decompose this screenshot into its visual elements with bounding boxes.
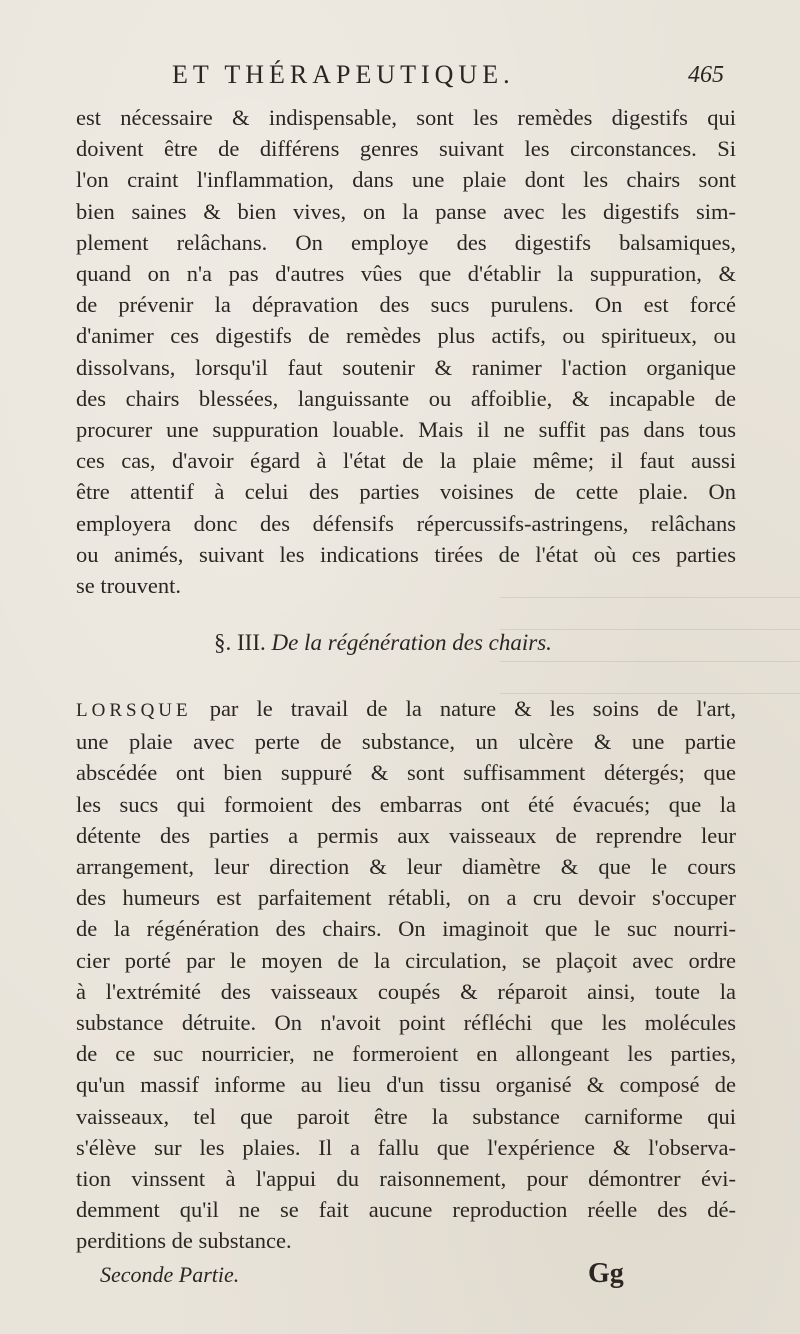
text-line: perditions de substance.: [76, 1228, 292, 1254]
text-line: détente des parties a permis aux vaisseaux de reprendre leur: [76, 822, 736, 848]
text-line: à l'extrémité des vaisseaux coupés & réparoit ainsi, toute la: [76, 978, 736, 1004]
text-line: des humeurs est parfaitement rétabli, on a cru devoir s'occuper: [76, 885, 736, 911]
text-line: plement relâchans. On employe des digestifs balsamiques,: [76, 229, 736, 255]
section-heading: [214, 630, 552, 656]
text-line-first: [76, 693, 736, 726]
text-line: être attentif à celui des parties voisines de cette plaie. On: [76, 479, 736, 505]
text-line: qu'un massif informe au lieu d'un tissu organisé & composé de: [76, 1072, 736, 1098]
text-line: s'élève sur les plaies. Il a fallu que l'expérience & l'observa-: [76, 1134, 736, 1160]
text-line: les sucs qui formoient des embarras ont été évacués; que la: [76, 791, 736, 817]
text-line: arrangement, leur direction & leur diamètre & que le cours: [76, 854, 736, 880]
text-line: une plaie avec perte de substance, un ulcère & une partie: [76, 729, 736, 755]
text-line: substance détruite. On n'avoit point réfléchi que les molécules: [76, 1010, 736, 1036]
text-line: des chairs blessées, languissante ou affoiblie, & incapable de: [76, 385, 736, 411]
text-line: vaisseaux, tel que paroit être la substance carniforme qui: [76, 1103, 736, 1129]
text-line: bien saines & bien vives, on la panse avec les digestifs sim-: [76, 198, 736, 224]
text-line: demment qu'il ne se fait aucune reproduction réelle des dé-: [76, 1197, 736, 1223]
footer-part-label: Seconde Partie.: [100, 1262, 240, 1287]
text-line-rest: par le travail de la nature & les soins de l'art,: [209, 696, 736, 721]
text-line: de prévenir la dépravation des sucs purulens. On est forcé: [76, 292, 736, 318]
paragraph-1: [76, 102, 736, 601]
text-line: dissolvans, lorsqu'il faut soutenir & ranimer l'action organique: [76, 354, 736, 380]
text-line: se trouvent.: [76, 573, 181, 599]
text-line: ou animés, suivant les indications tirées de l'état où ces parties: [76, 541, 736, 567]
text-line: doivent être de différens genres suivant les circonstances. Si: [76, 136, 736, 162]
opening-word: LORSQUE: [76, 700, 192, 721]
paragraph-2: [76, 693, 736, 1257]
text-line: l'on craint l'inflammation, dans une plaie dont les chairs sont: [76, 167, 736, 193]
page-number: 465: [688, 62, 724, 88]
text-line: tion vinssent à l'appui du raisonnement, pour démontrer évi-: [76, 1166, 736, 1192]
text-line: cier porté par le moyen de la circulation, se plaçoit avec ordre: [76, 947, 736, 973]
text-line: ces cas, d'avoir égard à l'état de la plaie même; il faut aussi: [76, 448, 736, 474]
text-line: abscédée ont bien suppuré & sont suffisamment détergés; que: [76, 760, 736, 786]
text-line: procurer une suppuration louable. Mais il ne suffit pas dans tous: [76, 417, 736, 443]
text-line: de la régénération des chairs. On imaginoit que le suc nourri-: [76, 916, 736, 942]
text-line: employera donc des défensifs répercussifs-astringens, relâchans: [76, 510, 736, 536]
text-line: est nécessaire & indispensable, sont les remèdes digestifs qui: [76, 105, 736, 130]
running-head: ET THÉRAPEUTIQUE.: [172, 60, 515, 89]
text-line: d'animer ces digestifs de remèdes plus actifs, ou spiritueux, ou: [76, 323, 736, 349]
section-title: De la régénération des chairs.: [271, 630, 552, 655]
section-number: §. III.: [214, 630, 266, 655]
signature-mark: Gg: [588, 1258, 624, 1289]
text-line: de ce suc nourricier, ne formeroient en allongeant les parties,: [76, 1041, 736, 1067]
text-line: quand on n'a pas d'autres vûes que d'établir la suppuration, &: [76, 261, 736, 287]
